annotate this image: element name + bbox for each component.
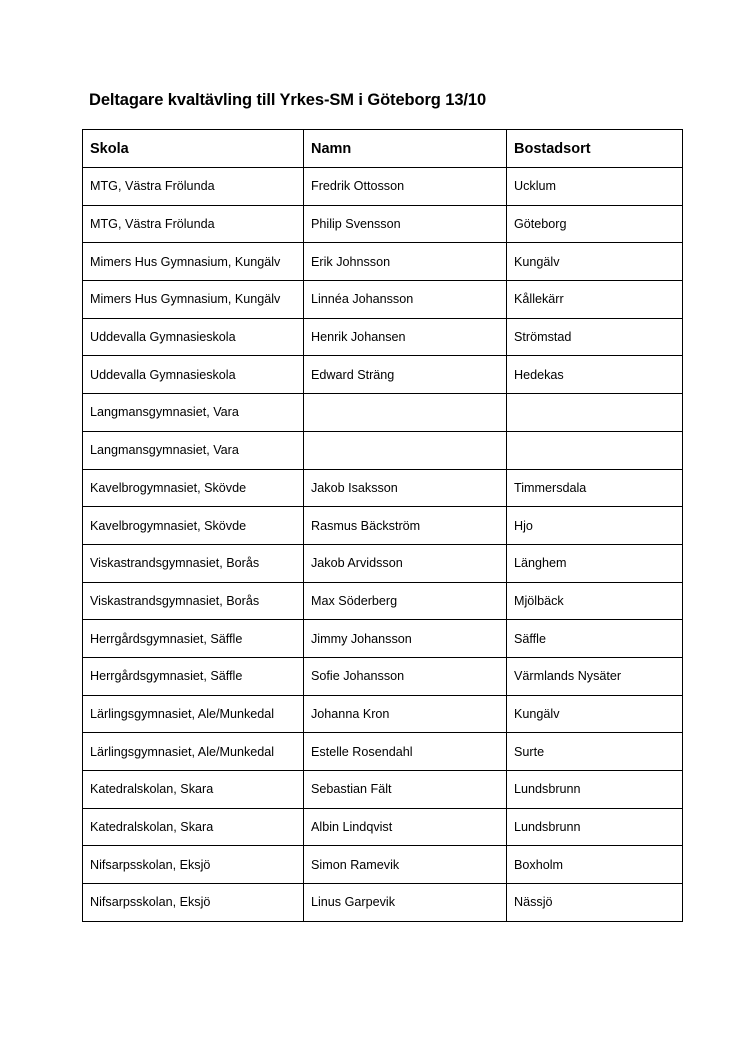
table-row xyxy=(83,243,683,281)
cell-namn: Fredrik Ottosson xyxy=(304,168,507,206)
cell-namn: Jakob Isaksson xyxy=(304,469,507,507)
table-row xyxy=(83,808,683,846)
table-row xyxy=(83,507,683,545)
cell-bostadsort: Timmersdala xyxy=(507,469,683,507)
cell-namn: Simon Ramevik xyxy=(304,846,507,884)
table-header-row xyxy=(83,130,683,168)
cell-bostadsort: Lundsbrunn xyxy=(507,771,683,809)
cell-skola: Katedralskolan, Skara xyxy=(83,808,304,846)
table-row xyxy=(83,205,683,243)
cell-skola: Kavelbrogymnasiet, Skövde xyxy=(83,507,304,545)
cell-skola: MTG, Västra Frölunda xyxy=(83,205,304,243)
cell-skola: Langmansgymnasiet, Vara xyxy=(83,431,304,469)
cell-bostadsort: Ucklum xyxy=(507,168,683,206)
header-skola: Skola xyxy=(83,130,304,168)
cell-skola: Viskastrandsgymnasiet, Borås xyxy=(83,544,304,582)
cell-namn: Albin Lindqvist xyxy=(304,808,507,846)
cell-bostadsort: Hedekas xyxy=(507,356,683,394)
header-bostadsort: Bostadsort xyxy=(507,130,683,168)
cell-bostadsort: Nässjö xyxy=(507,884,683,922)
cell-bostadsort: Hjo xyxy=(507,507,683,545)
cell-namn: Linus Garpevik xyxy=(304,884,507,922)
table-row xyxy=(83,544,683,582)
cell-skola: MTG, Västra Frölunda xyxy=(83,168,304,206)
cell-namn: Estelle Rosendahl xyxy=(304,733,507,771)
table-row xyxy=(83,168,683,206)
table-row xyxy=(83,356,683,394)
cell-bostadsort xyxy=(507,394,683,432)
table-row xyxy=(83,281,683,319)
table-row xyxy=(83,733,683,771)
cell-skola: Mimers Hus Gymnasium, Kungälv xyxy=(83,281,304,319)
cell-skola: Herrgårdsgymnasiet, Säffle xyxy=(83,657,304,695)
cell-namn: Erik Johnsson xyxy=(304,243,507,281)
cell-namn: Jakob Arvidsson xyxy=(304,544,507,582)
cell-bostadsort: Boxholm xyxy=(507,846,683,884)
cell-skola: Kavelbrogymnasiet, Skövde xyxy=(83,469,304,507)
cell-skola: Katedralskolan, Skara xyxy=(83,771,304,809)
cell-namn: Sebastian Fält xyxy=(304,771,507,809)
cell-bostadsort: Länghem xyxy=(507,544,683,582)
cell-skola: Langmansgymnasiet, Vara xyxy=(83,394,304,432)
cell-namn: Henrik Johansen xyxy=(304,318,507,356)
document-title: Deltagare kvaltävling till Yrkes-SM i Göteborg 13/10 xyxy=(89,91,487,109)
cell-skola: Lärlingsgymnasiet, Ale/Munkedal xyxy=(83,695,304,733)
cell-bostadsort: Lundsbrunn xyxy=(507,808,683,846)
cell-bostadsort: Säffle xyxy=(507,620,683,658)
cell-bostadsort: Strömstad xyxy=(507,318,683,356)
table-row xyxy=(83,884,683,922)
cell-skola: Nifsarpsskolan, Eksjö xyxy=(83,884,304,922)
cell-bostadsort: Göteborg xyxy=(507,205,683,243)
participants-table xyxy=(82,129,683,922)
cell-skola: Nifsarpsskolan, Eksjö xyxy=(83,846,304,884)
cell-namn: Sofie Johansson xyxy=(304,657,507,695)
cell-namn: Linnéa Johansson xyxy=(304,281,507,319)
cell-bostadsort: Värmlands Nysäter xyxy=(507,657,683,695)
cell-bostadsort: Kungälv xyxy=(507,695,683,733)
cell-skola: Lärlingsgymnasiet, Ale/Munkedal xyxy=(83,733,304,771)
table-body xyxy=(83,168,683,922)
cell-namn: Johanna Kron xyxy=(304,695,507,733)
table-row xyxy=(83,846,683,884)
cell-bostadsort: Kungälv xyxy=(507,243,683,281)
cell-bostadsort: Mjölbäck xyxy=(507,582,683,620)
table-row xyxy=(83,695,683,733)
table-row xyxy=(83,771,683,809)
cell-namn: Max Söderberg xyxy=(304,582,507,620)
cell-namn: Philip Svensson xyxy=(304,205,507,243)
cell-namn: Rasmus Bäckström xyxy=(304,507,507,545)
table-row xyxy=(83,620,683,658)
table-row xyxy=(83,431,683,469)
cell-namn: Jimmy Johansson xyxy=(304,620,507,658)
cell-skola: Mimers Hus Gymnasium, Kungälv xyxy=(83,243,304,281)
cell-bostadsort: Kållekärr xyxy=(507,281,683,319)
cell-skola: Viskastrandsgymnasiet, Borås xyxy=(83,582,304,620)
cell-namn: Edward Sträng xyxy=(304,356,507,394)
cell-namn xyxy=(304,394,507,432)
cell-bostadsort: Surte xyxy=(507,733,683,771)
table-row xyxy=(83,657,683,695)
header-namn: Namn xyxy=(304,130,507,168)
cell-skola: Herrgårdsgymnasiet, Säffle xyxy=(83,620,304,658)
cell-skola: Uddevalla Gymnasieskola xyxy=(83,318,304,356)
cell-skola: Uddevalla Gymnasieskola xyxy=(83,356,304,394)
cell-namn xyxy=(304,431,507,469)
table-row xyxy=(83,394,683,432)
table-row xyxy=(83,318,683,356)
table-row xyxy=(83,469,683,507)
cell-bostadsort xyxy=(507,431,683,469)
table-row xyxy=(83,582,683,620)
